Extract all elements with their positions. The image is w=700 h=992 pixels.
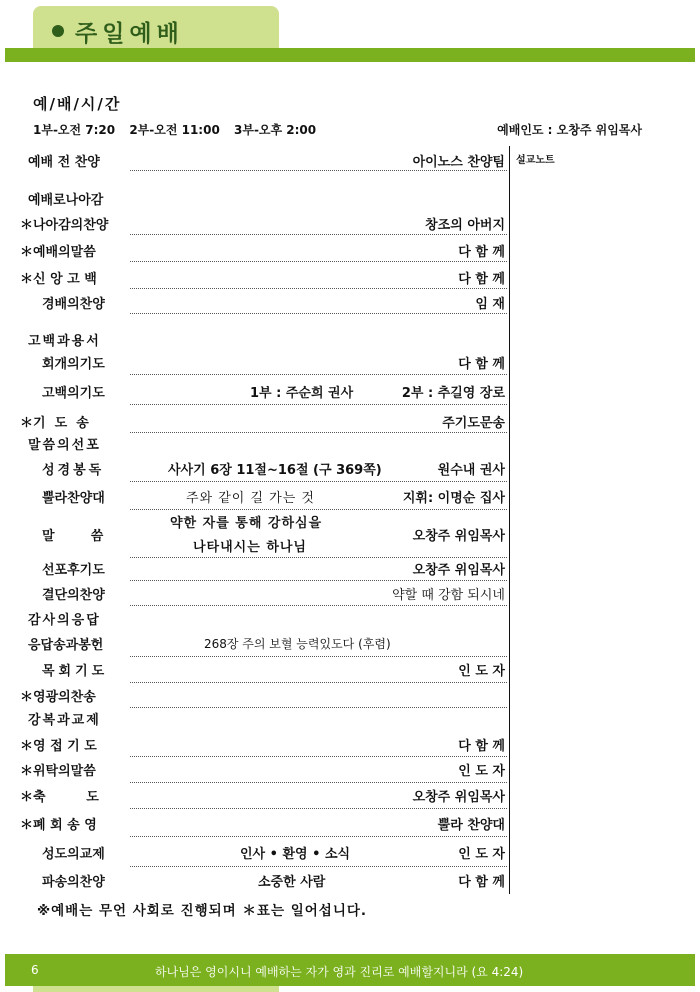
row-label: 고백의기도 [42, 386, 105, 401]
dotted-line [130, 261, 507, 262]
dotted-line [130, 580, 507, 581]
row-label: ＊축 도 [20, 790, 99, 805]
footer-bar [5, 954, 695, 986]
notes-label: 설교노트 [516, 155, 555, 166]
row-detail: 인사 • 환영 • 소식 [240, 847, 351, 862]
section-heading [20, 328, 507, 348]
order-row [20, 379, 507, 405]
order-row [20, 632, 507, 657]
order-row [20, 684, 507, 708]
row-label: 성경봉독 [42, 463, 105, 478]
section-heading [20, 433, 507, 453]
dotted-line [130, 170, 507, 171]
order-row [20, 211, 507, 235]
order-row [20, 290, 507, 314]
row-label: 경배의찬양 [42, 297, 105, 312]
row-value: 인 도 자 [458, 664, 505, 679]
order-row [20, 784, 507, 809]
row-label: ＊예배의말씀 [20, 245, 96, 260]
row-value: 다 함 께 [458, 875, 505, 890]
dotted-line [130, 374, 507, 375]
dotted-line [130, 866, 507, 867]
footer-tab [33, 986, 279, 992]
notes-divider [509, 146, 510, 894]
row-value: 오창주 위임목사 [412, 529, 505, 544]
row-label: 목회기도 [42, 664, 109, 679]
header-bar [5, 48, 695, 62]
row-value: 원수내 권사 [437, 463, 505, 478]
row-label: ＊위탁의말씀 [20, 764, 96, 779]
row-value: 뿔라 찬양대 [437, 818, 505, 833]
order-row [20, 732, 507, 757]
section-label: 감사의응답 [28, 613, 101, 628]
section-label: 강복과교제 [28, 713, 101, 728]
page-number: 6 [31, 963, 39, 977]
row-label: ＊나아감의찬양 [20, 218, 109, 233]
row-detail: 주와 같이 길 가는 것 [186, 491, 315, 506]
section-heading [20, 187, 507, 207]
section-label: 말씀의선포 [28, 438, 101, 453]
row-value: 약할 때 강함 되시네 [392, 588, 505, 603]
dotted-line [130, 782, 507, 783]
row-value: 창조의 아버지 [425, 218, 505, 233]
row-label: ＊기 도 송 [20, 416, 89, 431]
row-label: 회개의기도 [42, 357, 105, 372]
order-row [20, 484, 507, 510]
order-row [20, 456, 507, 482]
row-value: 인 도 자 [458, 764, 505, 779]
row-value: 다 함 께 [458, 739, 505, 754]
order-row [20, 510, 507, 558]
dotted-line [130, 404, 507, 405]
row-label: 뿔라찬양대 [42, 491, 105, 506]
dotted-line [130, 656, 507, 657]
row-label: ＊폐 회 송 영 [20, 818, 97, 833]
row-label: 파송의찬양 [42, 875, 105, 890]
row-label: 말 씀 [42, 529, 104, 544]
worship-leader: 예배인도 : 오창주 위임목사 [497, 123, 642, 137]
section-label: 고백과용서 [28, 334, 101, 349]
row-detail: 사사기 6장 11절~16절 (구 369쪽) [168, 463, 382, 478]
order-row [20, 238, 507, 262]
row-detail: 268장 주의 보혈 능력있도다 (후렴) [204, 637, 391, 651]
row-label: 결단의찬양 [42, 588, 105, 603]
dotted-line [130, 682, 507, 683]
bullet-dot-icon [52, 25, 64, 37]
row-value: 지휘: 이명순 집사 [402, 491, 505, 506]
row-value: 아이노스 찬양팀 [412, 155, 505, 170]
dotted-line [130, 288, 507, 289]
row-detail: 1부 : 주순희 권사 [250, 386, 354, 401]
order-row [20, 869, 507, 893]
dotted-line [130, 234, 507, 235]
dotted-line [130, 808, 507, 809]
page-title: 주일예배 [75, 21, 184, 47]
row-value: 다 함 께 [458, 357, 505, 372]
dotted-line [130, 605, 507, 606]
dotted-line [130, 481, 507, 482]
row-label: 예배 전 찬양 [28, 155, 100, 170]
order-row [20, 349, 507, 375]
row-value: 임 재 [475, 297, 505, 312]
order-row [20, 409, 507, 433]
row-detail: 약한 자를 통해 강하심을 [170, 516, 323, 531]
order-row [20, 582, 507, 606]
row-detail: 소중한 사람 [258, 875, 326, 890]
order-row [20, 557, 507, 581]
row-value: 오창주 위임목사 [412, 790, 505, 805]
row-label: 응답송과봉헌 [28, 638, 104, 653]
row-label: ＊신 앙 고 백 [20, 272, 97, 287]
order-row [20, 658, 507, 683]
row-label: ＊영광의찬송 [20, 690, 96, 705]
schedule-title: 예/배/시/간 [33, 95, 122, 113]
section-heading [20, 708, 507, 728]
row-value: 2부 : 추길영 장로 [401, 386, 505, 401]
service-time-3: 3부-오후 2:00 [234, 123, 317, 137]
header-tab [33, 6, 279, 52]
order-row [20, 265, 507, 289]
order-row [20, 811, 507, 837]
order-row [20, 840, 507, 867]
dotted-line [130, 313, 507, 314]
row-value: 오창주 위임목사 [412, 563, 505, 578]
row-value: 인 도 자 [458, 847, 505, 862]
footer-verse: 하나님은 영이시니 예배하는 자가 영과 진리로 예배할지니라 (요 4:24) [155, 965, 524, 979]
row-value: 주기도문송 [442, 416, 505, 431]
order-row [20, 758, 507, 783]
section-heading [20, 608, 507, 628]
service-time-2: 2부-오전 11:00 [129, 123, 220, 137]
footer-note: ※예배는 무언 사회로 진행되며 ＊표는 일어섭니다. [37, 903, 368, 919]
row-value: 다 함 께 [458, 245, 505, 260]
service-time-1: 1부-오전 7:20 [33, 123, 116, 137]
row-label: 선포후기도 [42, 563, 105, 578]
dotted-line [130, 756, 507, 757]
service-times [33, 121, 326, 138]
row-label: ＊영 접 기 도 [20, 739, 97, 754]
dotted-line [130, 836, 507, 837]
row-value: 다 함 께 [458, 272, 505, 287]
order-row [20, 149, 507, 171]
row-label: 성도의교제 [42, 847, 105, 862]
section-label: 예배로나아감 [28, 193, 104, 208]
row-detail: 나타내시는 하나님 [193, 540, 307, 555]
